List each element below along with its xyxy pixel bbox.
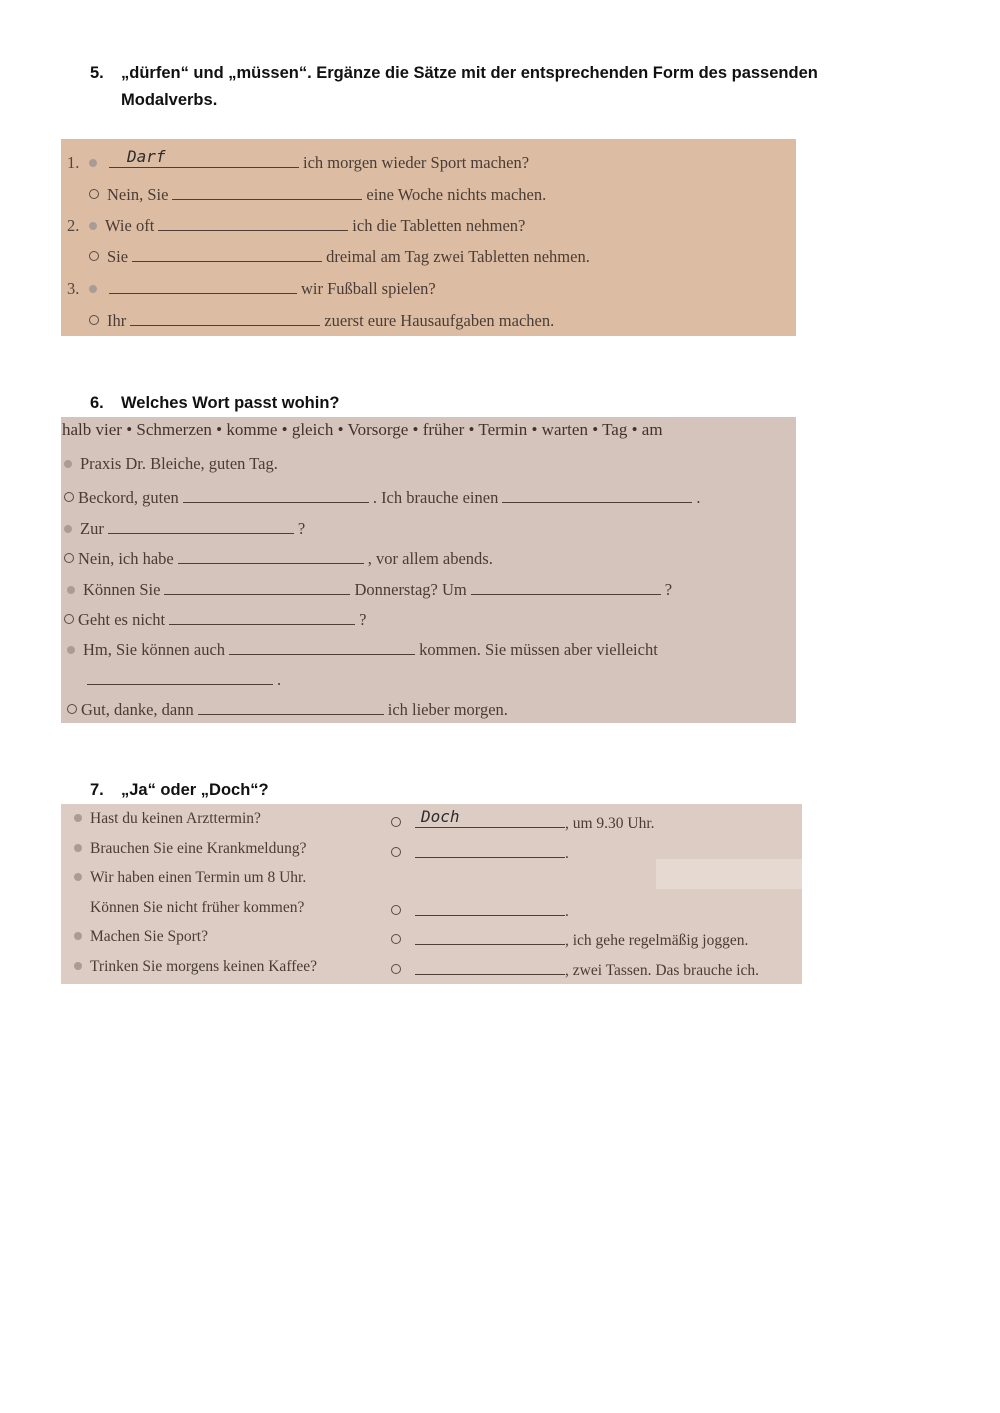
- answer-blank[interactable]: [164, 576, 350, 595]
- item-number: 1.: [67, 153, 80, 172]
- exercise-7-image: [61, 804, 802, 984]
- sentence-text: Gut, danke, dann: [81, 700, 194, 719]
- sentence-text: , ich gehe regelmäßig joggen.: [565, 932, 749, 949]
- word-bank-text: halb vier • Schmerzen • komme • gleich • Vorsorge • früher • Termin • warten • Tag • am: [62, 420, 663, 439]
- dialogue-line: [64, 484, 700, 508]
- question-text: Brauchen Sie eine Krankmeldung?: [74, 840, 307, 858]
- question-text: Hast du keinen Arzttermin?: [74, 810, 261, 828]
- circle-icon: [391, 847, 401, 857]
- answer-blank[interactable]: [183, 484, 369, 503]
- bullet-icon: [64, 460, 72, 468]
- sentence-text: Können Sie: [83, 580, 161, 599]
- sentence-text: .: [565, 903, 569, 920]
- sentence-text: Donnerstag? Um: [354, 580, 467, 599]
- item-number: 3.: [67, 279, 80, 298]
- circle-icon: [89, 189, 99, 199]
- exercise-5-heading: [90, 60, 818, 114]
- handwritten-answer: Doch: [421, 807, 460, 826]
- bullet-icon: [89, 222, 97, 230]
- sentence-text: , vor allem abends.: [367, 549, 493, 568]
- sentence-text: ich lieber morgen.: [387, 700, 508, 719]
- sentence-text: Praxis Dr. Bleiche, guten Tag.: [80, 454, 278, 473]
- answer-blank[interactable]: [502, 484, 692, 503]
- answer-blank[interactable]: [109, 149, 299, 168]
- bullet-icon: [67, 646, 75, 654]
- bullet-icon: [64, 525, 72, 533]
- circle-icon: [64, 492, 74, 502]
- answer-blank[interactable]: [415, 809, 565, 828]
- sentence-text: .: [696, 488, 701, 507]
- question-text: Machen Sie Sport?: [74, 928, 208, 946]
- circle-icon: [391, 964, 401, 974]
- circle-icon: [67, 704, 77, 714]
- answer-blank[interactable]: [169, 606, 355, 625]
- list-item: [89, 181, 546, 205]
- exercise-number: 5.: [90, 64, 104, 82]
- sentence-text: eine Woche nichts machen.: [366, 185, 547, 204]
- list-item: [67, 149, 529, 173]
- dialogue-line: [64, 606, 366, 630]
- sentence-text: Nein, ich habe: [78, 549, 174, 568]
- exercise-title: „Ja“ oder „Doch“?: [121, 781, 269, 799]
- sentence-text: zuerst eure Hausaufgaben machen.: [324, 311, 555, 330]
- dialogue-line: [64, 454, 278, 474]
- sentence-text: , zwei Tassen. Das brauche ich.: [565, 962, 760, 979]
- circle-icon: [391, 934, 401, 944]
- sentence-text: kommen. Sie müssen aber vielleicht: [419, 640, 658, 659]
- sentence-text: Geht es nicht: [78, 610, 166, 629]
- answer-blank[interactable]: [178, 545, 364, 564]
- answer-blank[interactable]: [132, 243, 322, 262]
- sentence-text: . Ich brauche einen: [372, 488, 499, 507]
- dialogue-line: [67, 576, 672, 600]
- circle-icon: [391, 817, 401, 827]
- answer-line: [391, 839, 569, 863]
- question-text: Wir haben einen Termin um 8 Uhr.: [74, 869, 306, 887]
- answer-blank[interactable]: [130, 307, 320, 326]
- sentence-text: .: [277, 670, 282, 689]
- answer-blank[interactable]: [229, 636, 415, 655]
- exercise-5-image: [61, 139, 796, 336]
- answer-blank[interactable]: [87, 666, 273, 685]
- bullet-icon: [74, 844, 82, 852]
- bullet-icon: [89, 285, 97, 293]
- answer-line: [391, 897, 569, 921]
- exercise-6-heading: [90, 390, 340, 417]
- exercise-title: Welches Wort passt wohin?: [121, 394, 340, 412]
- answer-blank[interactable]: [415, 839, 565, 858]
- list-item: [89, 307, 554, 331]
- circle-icon: [64, 553, 74, 563]
- bullet-icon: [74, 932, 82, 940]
- sentence-text: Zur: [80, 519, 104, 538]
- answer-line: [391, 956, 759, 980]
- bullet-icon: [74, 873, 82, 881]
- answer-blank[interactable]: [415, 897, 565, 916]
- sentence-text: Wie oft: [105, 216, 155, 235]
- sentence-text: ?: [664, 580, 673, 599]
- sentence-text: .: [565, 845, 569, 862]
- question-text: Können Sie nicht früher kommen?: [90, 899, 305, 916]
- list-item: [67, 275, 436, 299]
- bullet-icon: [74, 962, 82, 970]
- dialogue-line: [64, 545, 493, 569]
- circle-icon: [89, 315, 99, 325]
- answer-blank[interactable]: [172, 181, 362, 200]
- sentence-text: ?: [297, 519, 306, 538]
- sentence-text: ich morgen wieder Sport machen?: [303, 153, 530, 172]
- exercise-title: „dürfen“ und „müssen“. Ergänze die Sätze mit der entsprechenden Form des passenden: [121, 64, 818, 82]
- sentence-text: Nein, Sie: [107, 185, 169, 204]
- sentence-text: , um 9.30 Uhr.: [565, 815, 655, 832]
- circle-icon: [391, 905, 401, 915]
- exercise-title-continued: Modalverbs.: [121, 91, 218, 109]
- question-text: Trinken Sie morgens keinen Kaffee?: [74, 958, 317, 976]
- dialogue-line: [83, 666, 281, 690]
- answer-line: [391, 926, 748, 950]
- answer-blank[interactable]: [471, 576, 661, 595]
- sentence-text: Ihr: [107, 311, 127, 330]
- sentence-text: ich die Tabletten nehmen?: [352, 216, 526, 235]
- word-bank: [62, 420, 663, 440]
- handwritten-answer: Darf: [127, 147, 166, 166]
- answer-blank[interactable]: [198, 696, 384, 715]
- sentence-text: wir Fußball spielen?: [301, 279, 436, 298]
- dialogue-line: [67, 636, 658, 660]
- dialogue-line: [64, 515, 305, 539]
- answer-blank[interactable]: [158, 212, 348, 231]
- bullet-icon: [74, 814, 82, 822]
- answer-line: [391, 809, 655, 833]
- answer-blank[interactable]: [415, 926, 565, 945]
- sentence-text: Hm, Sie können auch: [83, 640, 226, 659]
- exercise-number: 7.: [90, 781, 104, 799]
- answer-blank[interactable]: [108, 515, 294, 534]
- answer-blank[interactable]: [415, 956, 565, 975]
- circle-icon: [64, 614, 74, 624]
- bullet-icon: [89, 159, 97, 167]
- exercise-7-heading: [90, 777, 269, 804]
- sentence-text: Sie: [107, 247, 129, 266]
- dialogue-line: [67, 696, 508, 720]
- circle-icon: [89, 251, 99, 261]
- sentence-text: ?: [359, 610, 367, 629]
- exercise-number: 6.: [90, 394, 104, 412]
- sentence-text: dreimal am Tag zwei Tabletten nehmen.: [326, 247, 590, 266]
- exercise-6-image: [61, 417, 796, 723]
- item-number: 2.: [67, 216, 80, 235]
- list-item: [67, 212, 525, 236]
- bullet-icon: [67, 586, 75, 594]
- sentence-text: Beckord, guten: [78, 488, 179, 507]
- list-item: [89, 243, 590, 267]
- answer-blank[interactable]: [109, 275, 297, 294]
